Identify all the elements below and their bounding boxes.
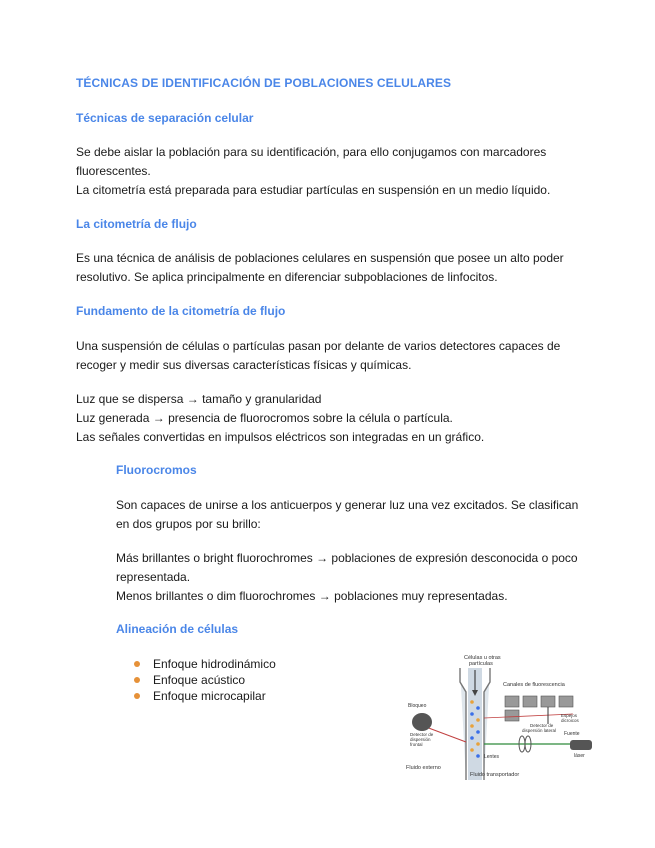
text-line: resolutivo. Se aplica principalmente en diferenciar subpoblaciones de linfocitos. — [76, 270, 498, 284]
heading-alineacion: Alineación de células — [116, 622, 239, 636]
paragraph-fluorocromos-brillo — [116, 549, 596, 606]
label-fuente-2: láser — [574, 753, 585, 759]
list-item-label: Enfoque acústico — [153, 673, 246, 687]
label-side-detector: Detector de — [530, 723, 554, 728]
paragraph-fundamento-luz — [76, 390, 596, 447]
text-line: Más brillantes o bright fluorochromes → poblaciones de expresión desconocida o poco — [116, 551, 578, 565]
label-transportador: Fluido transportador — [470, 772, 520, 778]
bullet-icon — [134, 693, 140, 699]
detector-icon — [412, 713, 432, 731]
label-fuente: Fuente — [564, 731, 580, 737]
alineacion-list — [133, 656, 276, 704]
heading-fluorocromos: Fluorocromos — [116, 463, 197, 477]
text-line: Es una técnica de análisis de poblaciones celulares en suspensión que posee un alto poder — [76, 251, 564, 265]
label-frontal: Detector de — [410, 732, 434, 737]
document-title: TÉCNICAS DE IDENTIFICACIÓN DE POBLACIONES CELULARES — [76, 76, 452, 90]
list-item — [133, 672, 276, 688]
heading-fundamento: Fundamento de la citometría de flujo — [76, 304, 286, 318]
paragraph-citometria — [76, 249, 596, 287]
list-item-label: Enfoque hidrodinámico — [153, 657, 276, 671]
label-frontal-2: dispersión — [410, 737, 431, 742]
text-line: Se debe aislar la población para su identificación, para ello conjugamos con marcadores — [76, 145, 547, 159]
bullet-icon — [134, 677, 140, 683]
text-line: Una suspensión de células o partículas pasan por delante de varios detectores capaces de — [76, 339, 561, 353]
text-line: Menos brillantes o dim fluorochromes → poblaciones muy representadas. — [116, 589, 508, 603]
heading-citometria: La citometría de flujo — [76, 217, 197, 231]
flow-cytometer-diagram — [398, 652, 596, 780]
laser-source-icon — [570, 740, 592, 750]
label-lentes: Lentes — [484, 754, 500, 760]
label-canales: Canales de fluorescencia — [503, 682, 565, 688]
text-line: Las señales convertidas en impulsos eléctricos son integradas en un gráfico. — [76, 430, 485, 444]
text-line: La citometría está preparada para estudiar partículas en suspensión en un medio líquido. — [76, 183, 551, 197]
list-item — [133, 656, 276, 672]
text-line: representada. — [116, 570, 191, 584]
side-scatter-beam — [484, 714, 573, 718]
label-espejos-2: dicroicos — [561, 718, 579, 723]
text-line: Luz generada → presencia de fluorocromos sobre la célula o partícula. — [76, 411, 453, 425]
label-frontal-3: frontal — [410, 742, 423, 747]
list-item — [133, 688, 276, 704]
text-line: Luz que se dispersa → tamaño y granularidad — [76, 392, 322, 406]
text-line: recoger y medir sus diversas características físicas y químicas. — [76, 358, 412, 372]
heading-separacion: Técnicas de separación celular — [76, 111, 254, 125]
bullet-icon — [134, 661, 140, 667]
label-espejos: Espejos — [561, 713, 578, 718]
text-line: fluorescentes. — [76, 164, 151, 178]
text-line: Son capaces de unirse a los anticuerpos y generar luz una vez excitados. Se clasifican — [116, 498, 579, 512]
label-cells: Células u otras — [464, 655, 501, 661]
list-item-label: Enfoque microcapilar — [153, 689, 266, 703]
label-cells-2: partículas — [469, 661, 493, 667]
paragraph-fundamento — [76, 337, 596, 375]
paragraph-fluorocromos — [116, 496, 596, 534]
label-bloqueo: Bloqueo — [408, 703, 427, 709]
text-line: en dos grupos por su brillo: — [116, 517, 261, 531]
paragraph-separacion — [76, 143, 596, 200]
label-side-detector-2: dispersión lateral — [522, 728, 557, 733]
label-externo: Fluido externo — [406, 765, 441, 771]
